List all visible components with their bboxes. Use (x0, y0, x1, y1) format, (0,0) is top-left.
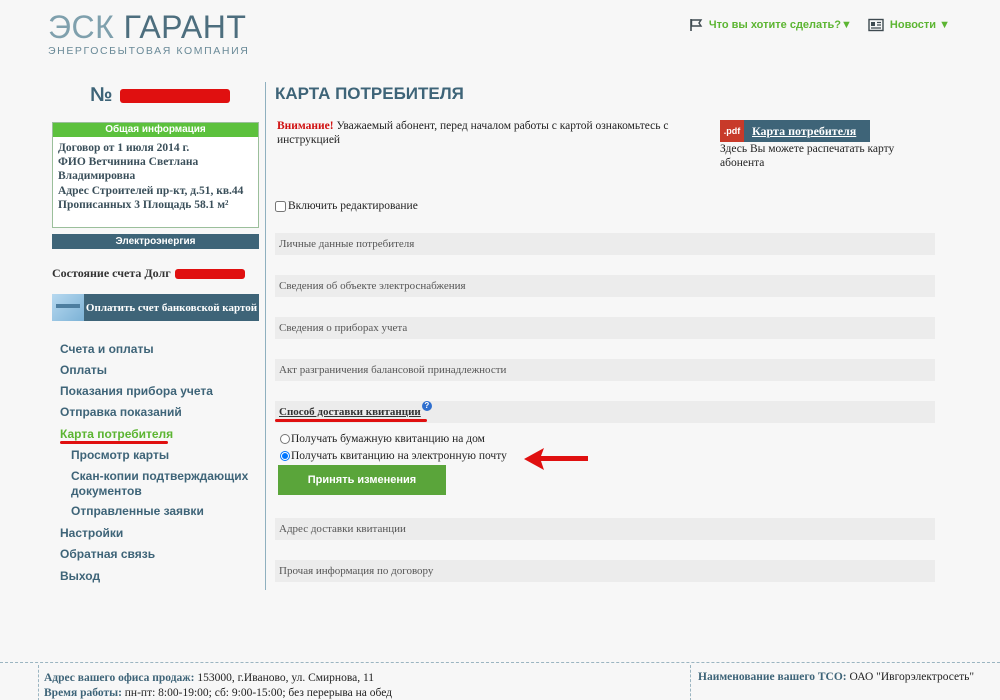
sidebar-item-feedback[interactable]: Обратная связь (60, 547, 156, 561)
logo-subtitle: ЭНЕРГОСБЫТОВАЯ КОМПАНИЯ (48, 45, 250, 57)
fio-info: ФИО Ветчинина Светлана Владимировна (58, 156, 199, 183)
notice-warning: Внимание! (277, 120, 334, 132)
page-title: КАРТА ПОТРЕБИТЕЛЯ (275, 84, 464, 103)
sidebar-item-send-readings[interactable]: Отправка показаний (60, 405, 182, 419)
help-icon[interactable]: ? (422, 401, 432, 411)
pdf-description: Здесь Вы можете распечатать карту абонента (720, 143, 895, 169)
info-title: Общая информация (53, 123, 258, 137)
newspaper-icon (868, 18, 884, 32)
logo-title: ЭСК ГАРАНТ (48, 9, 247, 45)
annotation-arrow-icon (522, 444, 590, 474)
redaction-mark (120, 89, 230, 103)
sidebar-item-payments[interactable]: Оплаты (60, 363, 108, 377)
radio-email-receipt[interactable]: Получать квитанцию на электронную почту (280, 450, 507, 462)
radio-paper-receipt[interactable]: Получать бумажную квитанцию на дом (280, 433, 485, 445)
nav-what-to-do[interactable] (689, 18, 852, 32)
footer-office-info: Адрес вашего офиса продаж: 153000, г.Иваново, ул. Смирнова, 11 Время работы: пн-пт: 8:00-19:00; сб: 9:00-15:00; без перерыва на обед (44, 672, 393, 699)
contract-info: Договор от 1 июля 2014 г. (58, 142, 190, 154)
pay-by-card-button[interactable]: Оплатить счет банковской картой (52, 294, 259, 321)
sidebar-item-scans-line2[interactable]: документов (71, 484, 142, 498)
section-supply-object[interactable]: Сведения об объекте электроснабжения (275, 275, 935, 297)
footer-divider (38, 665, 39, 700)
section-other-info[interactable]: Прочая информация по договору (275, 560, 935, 582)
annotation-underline (275, 419, 427, 422)
annotation-underline (60, 441, 168, 444)
account-state: Состояние счета Долг (52, 266, 245, 281)
sidebar-item-settings[interactable]: Настройки (60, 526, 124, 540)
general-info-box (52, 122, 259, 228)
flag-icon (689, 18, 703, 32)
nav-news-label: Новости ▼ (889, 19, 950, 31)
consumer-card-pdf-button[interactable] (720, 120, 870, 142)
bank-card-icon (52, 294, 84, 321)
address-info: Адрес Строителей пр-кт, д.51, кв.44 (58, 184, 244, 197)
pdf-icon: .pdf (720, 120, 744, 142)
energy-label: Электроэнергия (52, 234, 259, 249)
section-meters[interactable]: Сведения о приборах учета (275, 317, 935, 339)
sidebar-item-bills[interactable]: Счета и оплаты (60, 342, 154, 356)
registered-info: Прописанных 3 Площадь 58.1 м² (58, 198, 229, 211)
account-number: № (90, 84, 230, 107)
pdf-button-label: Карта потребителя (744, 120, 870, 142)
section-personal-data[interactable]: Личные данные потребителя (275, 233, 935, 255)
apply-changes-button[interactable]: Принять изменения (278, 465, 446, 495)
sidebar-item-view-card[interactable]: Просмотр карты (71, 448, 170, 462)
company-logo[interactable] (48, 10, 249, 57)
nav-news[interactable] (868, 18, 950, 32)
radio-paper-input[interactable] (280, 434, 290, 444)
sidebar-item-sent-requests[interactable]: Отправленные заявки (71, 504, 204, 518)
column-divider (265, 82, 266, 590)
footer (0, 662, 1000, 700)
radio-email-input[interactable] (280, 451, 290, 461)
sidebar-item-exit[interactable]: Выход (60, 569, 101, 583)
section-balance-act[interactable]: Акт разграничения балансовой принадлежности (275, 359, 935, 381)
footer-divider (690, 665, 691, 700)
notice-text: Уважаемый абонент, перед началом работы с картой ознакомьтесь с инструкцией (277, 120, 669, 146)
section-delivery-address[interactable]: Адрес доставки квитанции (275, 518, 935, 540)
sidebar-item-meter-readings[interactable]: Показания прибора учета (60, 384, 213, 398)
top-nav (689, 18, 950, 32)
sidebar-item-scans-line1[interactable]: Скан-копии подтверждающих (71, 469, 249, 483)
redaction-mark (175, 269, 245, 279)
footer-tso-info: Наименование вашего ТСО: ОАО "Ивгорэлектросеть" (698, 671, 975, 683)
sidebar-item-consumer-card[interactable]: Карта потребителя (60, 427, 174, 441)
section-delivery-method[interactable]: Способ доставки квитанции? (275, 401, 935, 423)
enable-editing-checkbox[interactable] (275, 201, 286, 212)
nav-what-label: Что вы хотите сделать?▼ (708, 19, 852, 31)
instruction-notice (277, 119, 707, 147)
enable-editing-toggle[interactable]: Включить редактирование (275, 200, 418, 212)
